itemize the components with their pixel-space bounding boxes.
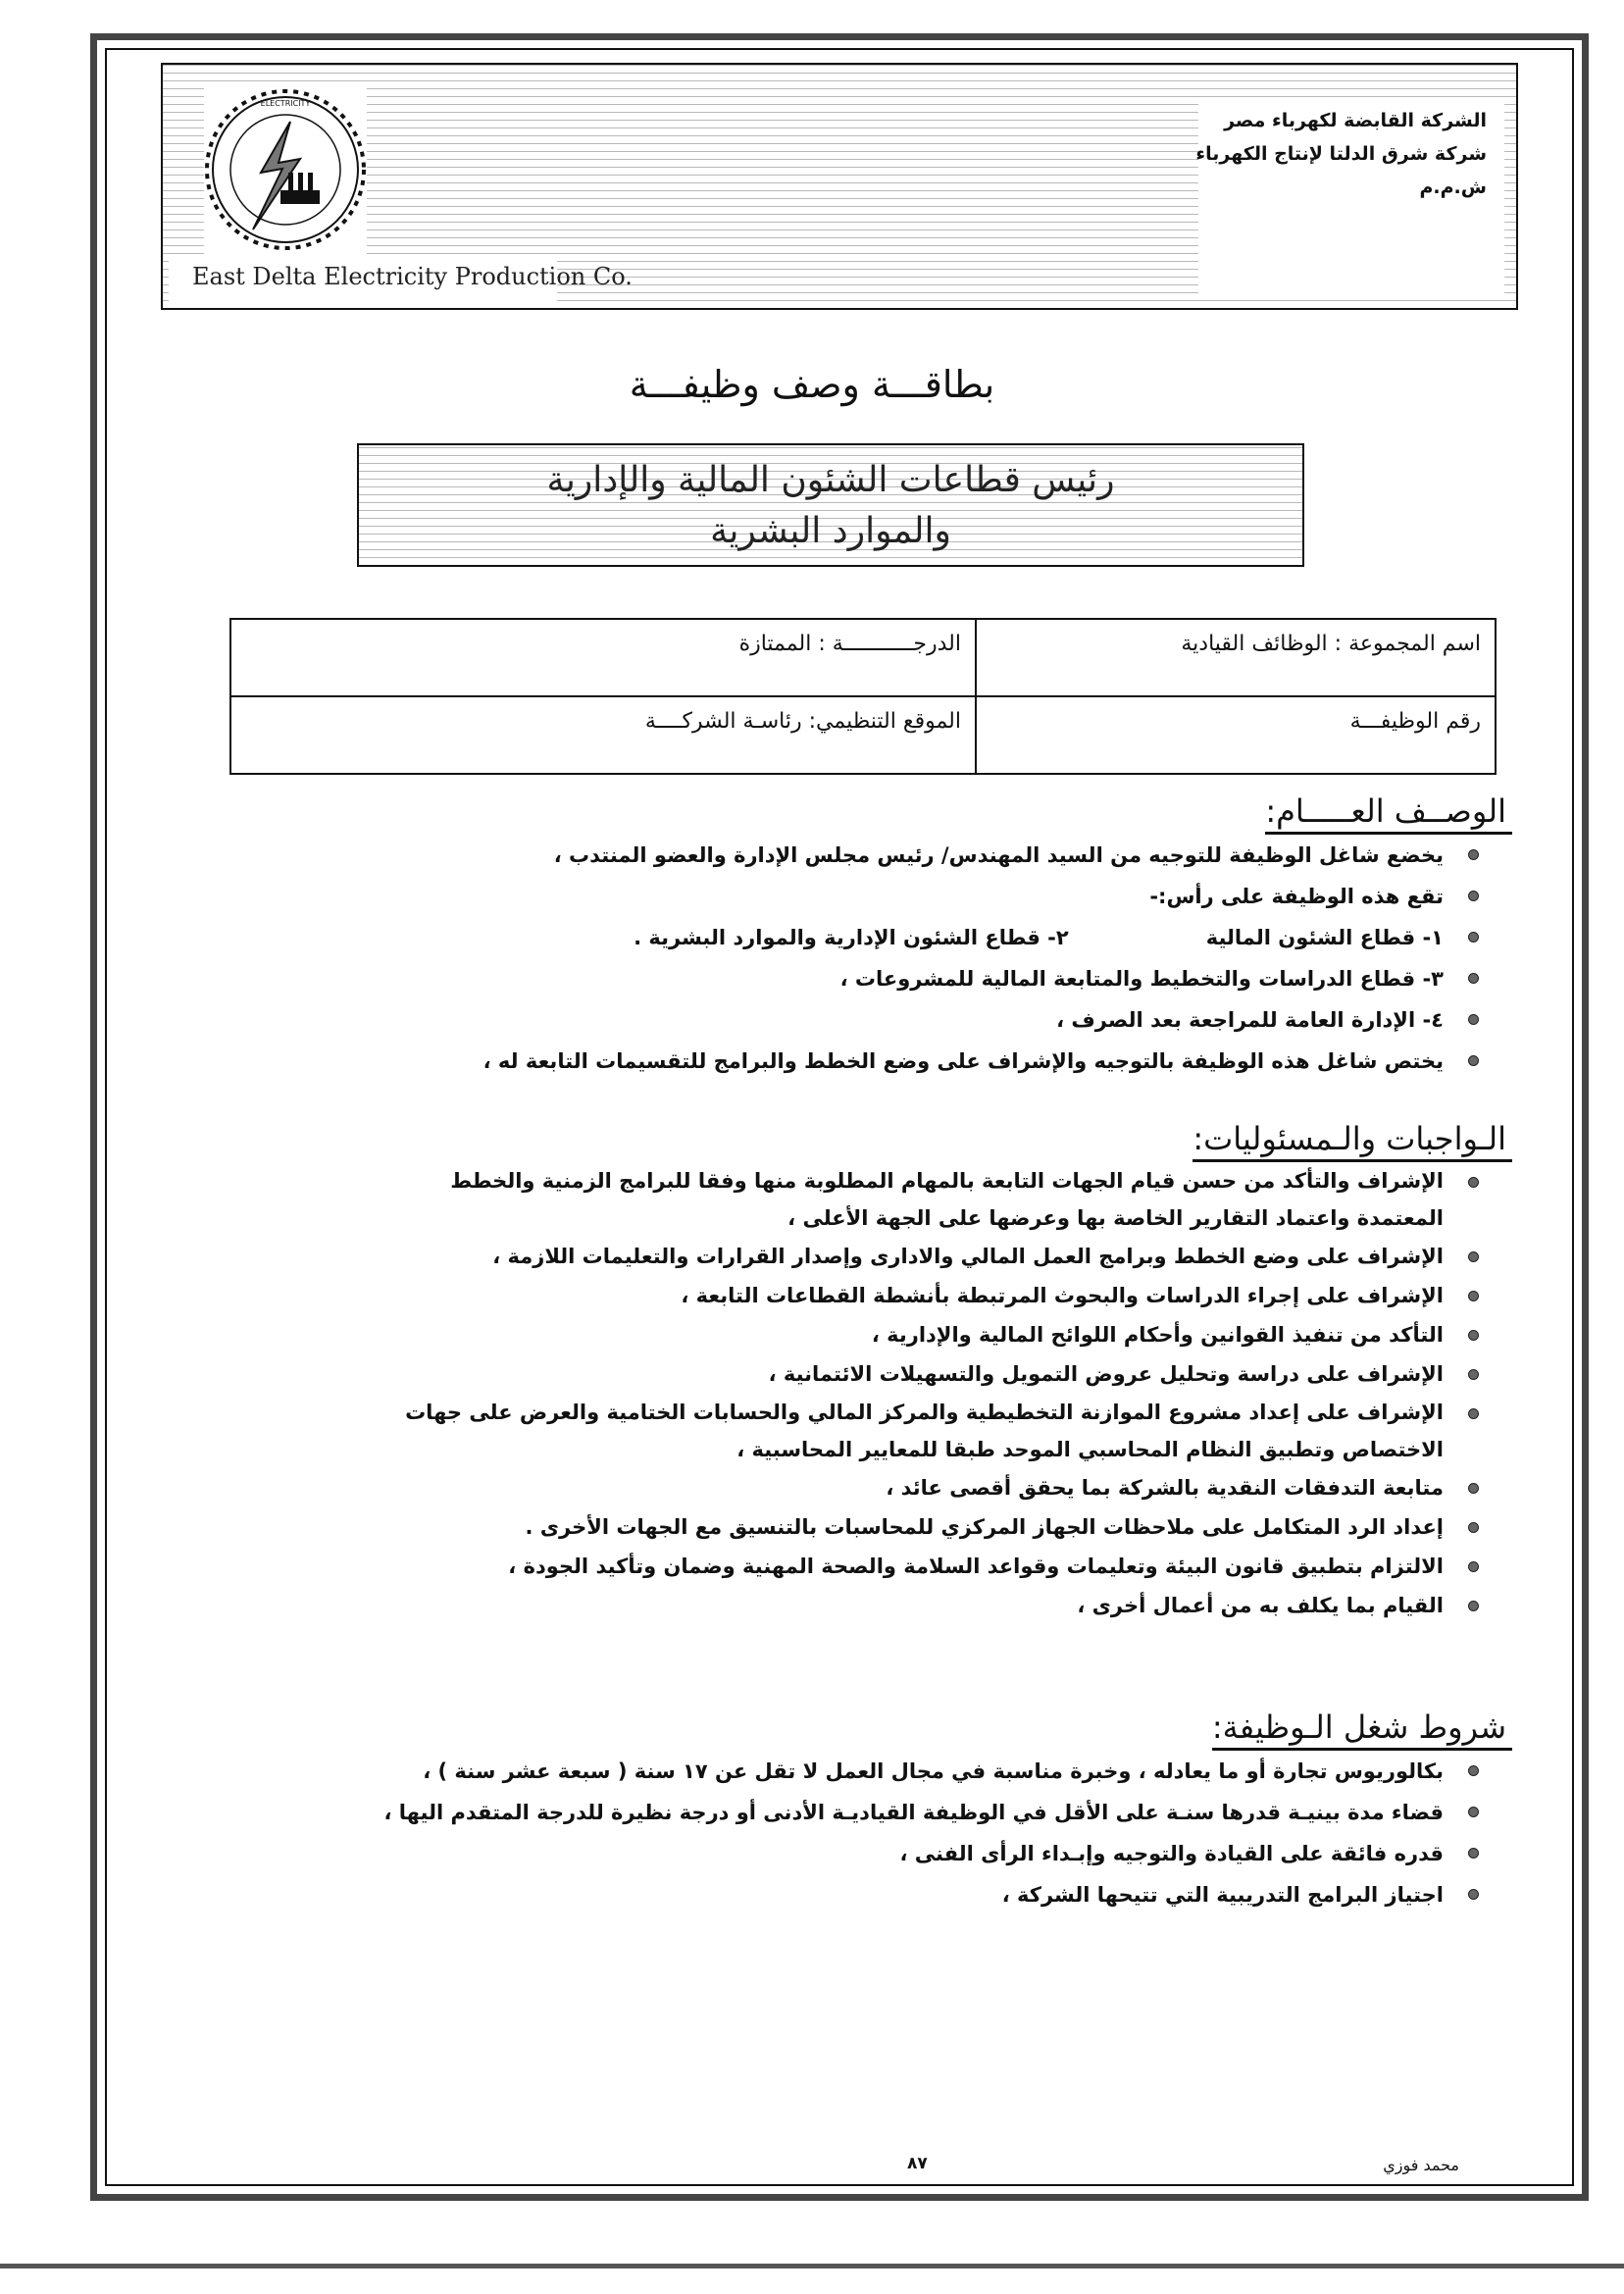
job-title-box <box>357 443 1304 567</box>
org-location-label: الموقع التنظيمي: <box>808 709 961 734</box>
list-item <box>147 1751 1520 1792</box>
list-item <box>147 1315 1520 1354</box>
bullet-icon <box>1468 1369 1479 1380</box>
list-item-text: يخضع شاغل الوظيفة للتوجيه من السيد المهندس/ رئيس مجلس الإدارة والعضو المنتدب ، <box>553 843 1444 867</box>
table-row <box>230 619 1496 696</box>
job-title-line-1: رئيس قطاعات الشئون المالية والإدارية <box>546 460 1115 500</box>
list-item <box>147 835 1520 876</box>
list-item-text: ٢- قطاع الشئون الإدارية والموارد البشرية . <box>634 926 1069 949</box>
requirements-section <box>147 1707 1520 1915</box>
list-item-text: الإشراف على إعداد مشروع الموازنة التخطيطية والمركز المالي والحسابات الختامية والعرض على جهات <box>405 1401 1444 1424</box>
list-item-text: يختص شاغل هذه الوظيفة بالتوجيه والإشراف على وضع الخطط والبرامج للتقسيمات التابعة له ، <box>482 1049 1444 1073</box>
list-item-text: المعتمدة واعتماد التقارير الخاصة بها وعرضها على الجهة الأعلى ، <box>787 1206 1444 1230</box>
list-item <box>147 1547 1520 1586</box>
bullet-icon <box>1468 1291 1479 1301</box>
list-item-text: الاختصاص وتطبيق النظام المحاسبي الموحد طبقا للمعايير المحاسبية ، <box>736 1438 1444 1461</box>
job-info-table <box>229 618 1497 775</box>
bullet-icon <box>1468 1330 1479 1341</box>
list-item-text: التأكد من تنفيذ القوانين وأحكام اللوائح المالية والإدارية ، <box>871 1323 1444 1347</box>
list-item <box>147 1041 1520 1082</box>
list-item <box>147 1354 1520 1394</box>
list-item-text: الإشراف والتأكد من حسن قيام الجهات التابعة بالمهام المطلوبة منها وفقا للبرامج الزمنية والخطط <box>450 1169 1444 1193</box>
org-location-value: رئاسـة الشركــــة <box>644 709 802 734</box>
list-item-text: تقع هذه الوظيفة على رأس:- <box>1149 885 1444 908</box>
list-item-text: الإشراف على وضع الخطط وبرامج العمل المالي والادارى وإصدار القرارات والتعليمات اللازمة ، <box>492 1245 1444 1268</box>
list-item <box>147 1162 1520 1237</box>
grade-cell <box>230 619 976 696</box>
list-item <box>147 999 1520 1041</box>
company-name-en-wrap <box>169 259 633 302</box>
list-item-text: قضاء مدة بينيـة قدرها سنـة على الأقل في الوظيفة القياديـة الأدنى أو درجة نظيرة للدرجة المتقدم اليها ، <box>383 1801 1444 1824</box>
list-item-text: بكالوريوس تجارة أو ما يعادله ، وخبرة مناسبة في مجال العمل لا تقل عن ١٧ سنة ( سبعة عشر سنة ) ، <box>423 1759 1444 1783</box>
bullet-icon <box>1468 1561 1479 1572</box>
bullet-icon <box>1468 1807 1479 1817</box>
list-item-text: ١- قطاع الشئون المالية <box>1205 926 1444 949</box>
bullet-icon <box>1468 1601 1479 1611</box>
grade-value: الممتازة <box>738 632 812 656</box>
duties-list <box>147 1162 1520 1625</box>
list-item-text: متابعة التدفقات النقدية بالشركة بما يحقق أقصى عائد ، <box>886 1476 1444 1500</box>
company-type: ش.م.م <box>1419 177 1487 198</box>
duties-heading: الـواجبات والـمسئوليات: <box>1193 1118 1512 1162</box>
group-value: الوظائف القيادية <box>1181 632 1328 656</box>
list-item <box>147 1586 1520 1625</box>
table-row <box>230 696 1496 774</box>
bullet-icon <box>1468 932 1479 943</box>
list-item <box>147 958 1520 999</box>
svg-text:ELECTRICITY: ELECTRICITY <box>260 99 311 108</box>
bullet-icon <box>1468 1889 1479 1900</box>
list-item <box>147 1833 1520 1874</box>
bullet-icon <box>1468 1251 1479 1262</box>
company-name-ar-line: شركة شرق الدلتا لإنتاج الكهرباء <box>1195 143 1487 165</box>
bullet-icon <box>1468 1848 1479 1859</box>
list-item <box>147 917 1520 958</box>
list-item <box>147 1394 1520 1468</box>
bottom-rule <box>0 2264 1624 2269</box>
bullet-icon <box>1468 849 1479 860</box>
bullet-icon <box>1468 1177 1479 1188</box>
general-description-heading: الوصــف العـــــام: <box>1265 790 1512 835</box>
author-name: محمد فوزي <box>1383 2156 1459 2174</box>
page-number: ٨٧ <box>907 2154 928 2173</box>
bullet-icon <box>1468 1522 1479 1533</box>
company-name-ar <box>1195 104 1504 300</box>
list-item <box>147 1276 1520 1315</box>
bullet-icon <box>1468 891 1479 901</box>
list-item-text: الإشراف على دراسة وتحليل عروض التمويل والتسهيلات الائتمانية ، <box>768 1362 1444 1386</box>
bullet-icon <box>1468 1408 1479 1419</box>
company-logo <box>204 82 367 257</box>
list-item-text: الإشراف على إجراء الدراسات والبحوث المرتبطة بأنشطة القطاعات التابعة ، <box>681 1284 1444 1307</box>
job-number-cell <box>976 696 1496 774</box>
list-item-text: إعداد الرد المتكامل على ملاحظات الجهاز المركزي للمحاسبات بالتنسيق مع الجهات الأخرى . <box>525 1515 1444 1539</box>
list-item <box>147 1468 1520 1507</box>
list-item <box>147 1874 1520 1915</box>
list-item <box>147 876 1520 917</box>
list-item-text: قدره فائقة على القيادة والتوجيه وإبـداء الرأى الفنى ، <box>899 1842 1444 1865</box>
bullet-icon <box>1468 1014 1479 1025</box>
company-name-en: East Delta Electricity Production Co. <box>192 263 633 290</box>
bullet-icon <box>1468 1483 1479 1494</box>
list-item <box>147 1792 1520 1833</box>
list-item <box>147 1237 1520 1276</box>
list-item-text: ٤- الإدارة العامة للمراجعة بعد الصرف ، <box>1056 1008 1444 1032</box>
logo-emblem-icon <box>204 82 367 257</box>
general-description-list <box>147 835 1520 1082</box>
grade-label: الدرجـــــــــــة : <box>818 632 961 656</box>
holding-company-name: الشركة القابضة لكهرباء مصر <box>1224 110 1487 131</box>
requirements-list <box>147 1751 1520 1915</box>
duties-section <box>147 1118 1520 1625</box>
list-item-text: ٣- قطاع الدراسات والتخطيط والمتابعة المالية للمشروعات ، <box>839 967 1444 991</box>
bullet-icon <box>1468 973 1479 984</box>
org-location-cell <box>230 696 976 774</box>
letterhead <box>161 63 1518 310</box>
list-item-text: اجتياز البرامج التدريبية التي تتيحها الشركة ، <box>1001 1883 1444 1907</box>
job-number-label: رقم الوظيفـــة <box>1349 709 1481 734</box>
requirements-heading: شروط شغل الـوظيفة: <box>1212 1707 1512 1751</box>
group-cell <box>976 619 1496 696</box>
list-item <box>147 1507 1520 1547</box>
bullet-icon <box>1468 1765 1479 1776</box>
document-title: بطاقـــة وصف وظيفـــة <box>629 363 995 406</box>
list-item-text: الالتزام بتطبيق قانون البيئة وتعليمات وقواعد السلامة والصحة المهنية وضمان وتأكيد الجودة ، <box>508 1555 1444 1578</box>
general-description-section <box>147 790 1520 1082</box>
group-label: اسم المجموعة : <box>1334 632 1481 656</box>
list-item-text: القيام بما يكلف به من أعمال أخرى ، <box>1077 1594 1444 1617</box>
job-title-line-2: والموارد البشرية <box>710 511 951 551</box>
bullet-icon <box>1468 1055 1479 1066</box>
